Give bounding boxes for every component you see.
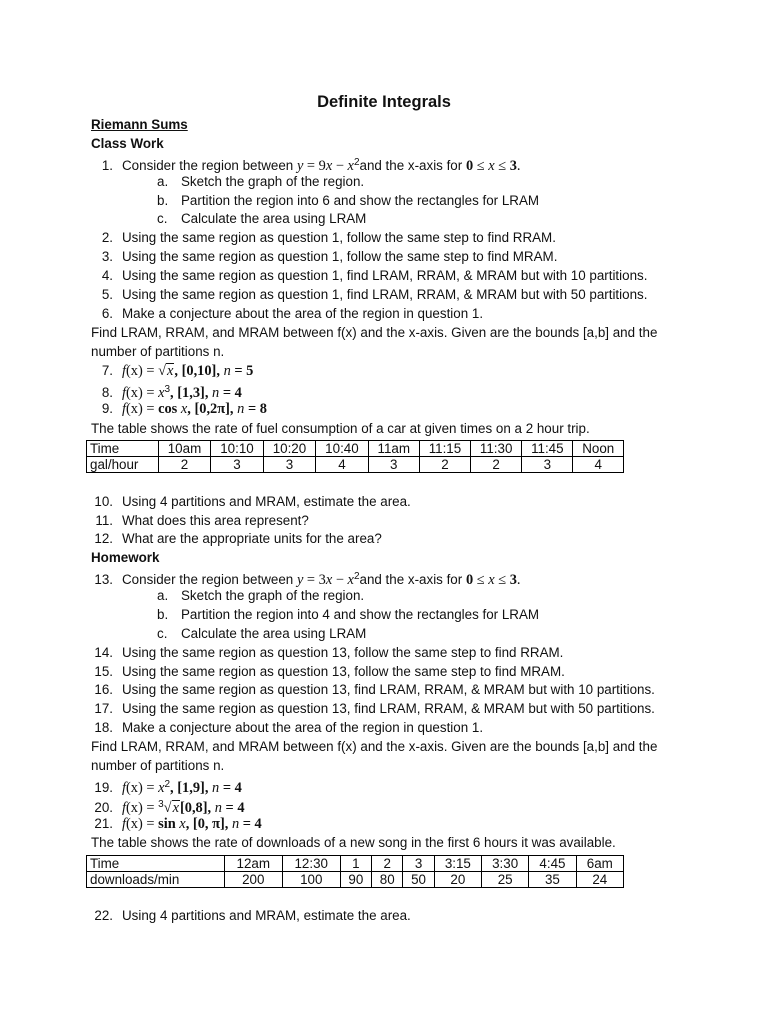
subitem-13b: b. Partition the region into 4 and show the rectangles for LRAM — [157, 607, 540, 622]
section-heading: Riemann Sums — [91, 117, 188, 132]
question-10: 10. Using 4 partitions and MRAM, estimate the area. — [94, 494, 411, 509]
table-cell: downloads/min — [87, 872, 225, 888]
table-cell: 3:15 — [434, 856, 481, 872]
table-cell: 4 — [316, 457, 368, 473]
question-3: 3. Using the same region as question 1, follow the same step to find MRAM. — [101, 249, 558, 264]
question-13: 13. Consider the region between $y = 3x - x^2and$ the x-axis for 0 ≤ x ≤ 3. — [94, 571, 521, 588]
question-2: 2. Using the same region as question 1, follow the same step to find RRAM. — [101, 230, 556, 245]
table-cell: 90 — [340, 872, 371, 888]
table-cell: 6am — [576, 856, 623, 872]
downloads-table-intro: The table shows the rate of downloads of a new song in the first 6 hours it was available. — [91, 835, 616, 850]
homework-heading: Homework — [91, 550, 160, 565]
table-cell: 100 — [282, 872, 340, 888]
question-15: 15. Using the same region as question 13, follow the same step to find MRAM. — [94, 664, 565, 679]
question-20: 20. f(x) = $^3$√x[0,8], n = 4 — [94, 799, 245, 816]
question-16: 16. Using the same region as question 13, find LRAM, RRAM, & MRAM but with 10 partitions. — [94, 682, 655, 697]
question-1: 1. Consider the region between $y = 9x - x^2and$ the x-axis for 0 ≤ x ≤ 3. — [101, 157, 521, 174]
table-cell: 80 — [372, 872, 403, 888]
question-7: 7. f(x) = √x, [0,10], n = 5 — [101, 363, 254, 379]
subitem-13c: c. Calculate the area using LRAM — [157, 626, 367, 641]
table-cell: 12:30 — [282, 856, 340, 872]
table-cell: 1 — [340, 856, 371, 872]
classwork-heading: Class Work — [91, 136, 164, 151]
table-cell: 20 — [434, 872, 481, 888]
question-17: 17. Using the same region as question 13, find LRAM, RRAM, & MRAM but with 50 partitions. — [94, 701, 655, 716]
question-22: 22. Using 4 partitions and MRAM, estimate the area. — [94, 908, 411, 923]
downloads-table — [86, 855, 624, 888]
table-cell: 11:30 — [471, 441, 522, 457]
question-19: 19. $f(x) = x^2$, [1,9], n = 4 — [94, 779, 242, 796]
table-cell: 3 — [211, 457, 263, 473]
question-6: 6. Make a conjecture about the area of the region in question 1. — [101, 306, 484, 321]
table-cell: 11:45 — [522, 441, 573, 457]
table-cell: 25 — [482, 872, 529, 888]
find-instructions-line-1-hw: Find LRAM, RRAM, and MRAM between f(x) and the x-axis. Given are the bounds [a,b] and the — [91, 739, 658, 754]
table-cell: 4 — [573, 457, 624, 473]
table-cell: Time — [87, 856, 225, 872]
table-cell: 3 — [368, 457, 419, 473]
table-cell: 3 — [263, 457, 315, 473]
table-cell: 10:10 — [211, 441, 263, 457]
find-instructions-line-2-hw: number of partitions n. — [91, 758, 225, 773]
table-cell: 3:30 — [482, 856, 529, 872]
question-4: 4. Using the same region as question 1, find LRAM, RRAM, & MRAM but with 10 partitions. — [101, 268, 648, 283]
table-cell: 3 — [522, 457, 573, 473]
question-12: 12. What are the appropriate units for the area? — [94, 531, 382, 546]
fuel-table-intro: The table shows the rate of fuel consumption of a car at given times on a 2 hour trip. — [91, 421, 590, 436]
table-cell: 4:45 — [529, 856, 576, 872]
question-18: 18. Make a conjecture about the area of the region in question 1. — [94, 720, 484, 735]
question-11: 11. What does this area represent? — [95, 513, 309, 528]
table-cell: 3 — [403, 856, 434, 872]
table-cell: 10:20 — [263, 441, 315, 457]
page-title: Definite Integrals — [317, 93, 451, 111]
table-cell: 2 — [372, 856, 403, 872]
table-cell: 24 — [576, 872, 623, 888]
find-instructions-line-2: number of partitions n. — [91, 344, 225, 359]
question-9: 9. f(x) = cos x, [0,2π], n = 8 — [101, 401, 267, 417]
table-cell: 10:40 — [316, 441, 368, 457]
table-row — [87, 457, 624, 473]
table-cell: 11am — [368, 441, 419, 457]
table-row — [87, 872, 624, 888]
table-cell: 2 — [158, 457, 210, 473]
table-cell: Time — [87, 441, 159, 457]
table-row — [87, 856, 624, 872]
subitem-13a: a. Sketch the graph of the region. — [157, 588, 365, 603]
question-8: 8. $f(x) = x^3$, [1,3], n = 4 — [101, 384, 242, 401]
question-14: 14. Using the same region as question 13, follow the same step to find RRAM. — [94, 645, 564, 660]
table-cell: gal/hour — [87, 457, 159, 473]
table-cell: 11:15 — [419, 441, 470, 457]
table-row — [87, 441, 624, 457]
subitem-1a: a. Sketch the graph of the region. — [157, 174, 365, 189]
fuel-consumption-table — [86, 440, 624, 473]
subitem-1b: b. Partition the region into 6 and show the rectangles for LRAM — [157, 193, 540, 208]
table-cell: 12am — [224, 856, 282, 872]
subitem-1c: c. Calculate the area using LRAM — [157, 211, 367, 226]
table-cell: 35 — [529, 872, 576, 888]
table-cell: 2 — [471, 457, 522, 473]
question-21: 21. f(x) = sin x, [0, π], n = 4 — [94, 816, 262, 832]
table-cell: 10am — [158, 441, 210, 457]
table-cell: 200 — [224, 872, 282, 888]
table-cell: 50 — [403, 872, 434, 888]
question-5: 5. Using the same region as question 1, find LRAM, RRAM, & MRAM but with 50 partitions. — [101, 287, 648, 302]
find-instructions-line-1: Find LRAM, RRAM, and MRAM between f(x) and the x-axis. Given are the bounds [a,b] and the — [91, 325, 658, 340]
table-cell: Noon — [573, 441, 624, 457]
table-cell: 2 — [419, 457, 470, 473]
